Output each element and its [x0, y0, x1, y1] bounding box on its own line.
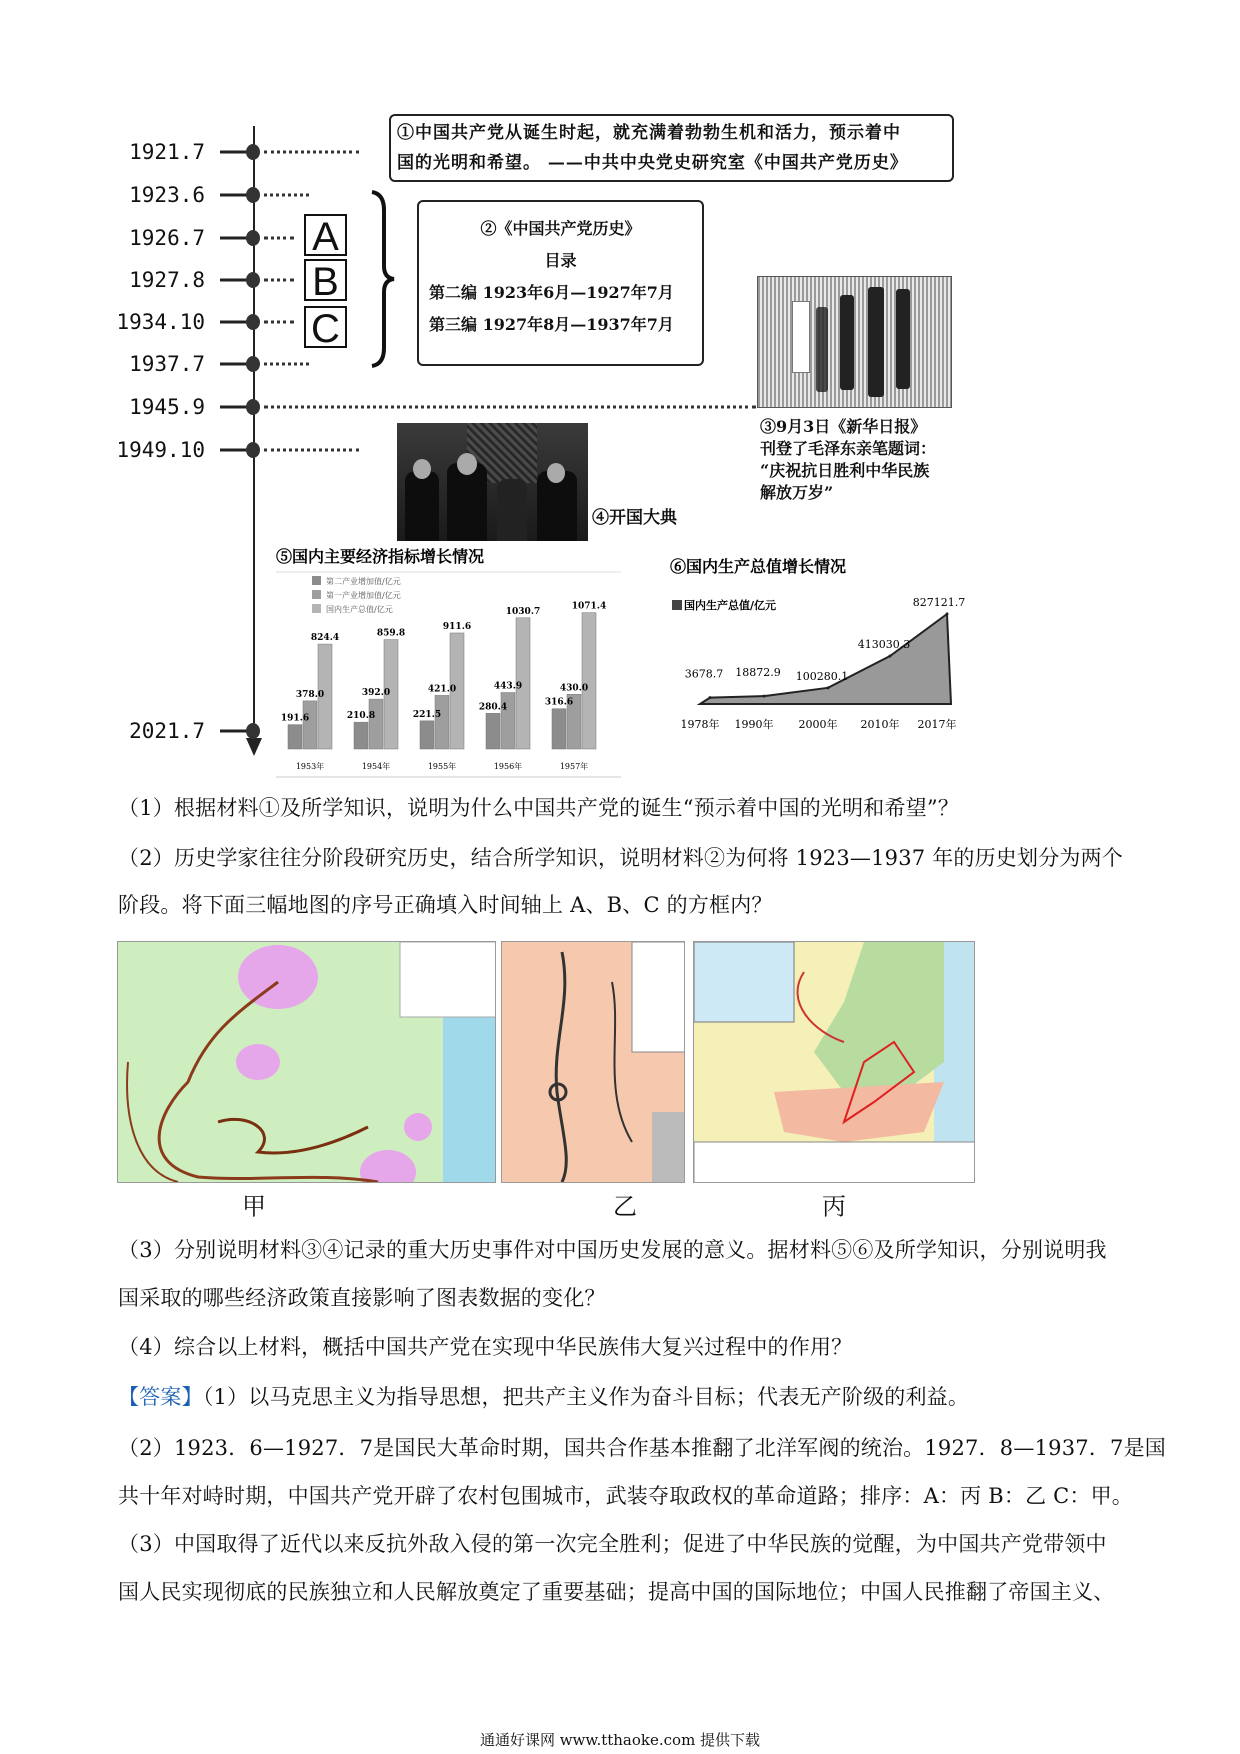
answer-1: [118, 1383, 1138, 1411]
timeline-node-icon: [246, 399, 260, 415]
bar-value-label: 859.8: [376, 628, 406, 639]
founding-ceremony-photo: [397, 423, 588, 541]
newspaper-image: [757, 276, 952, 408]
bar: [369, 699, 383, 749]
bar: [303, 701, 317, 749]
footer-source: 通通好课网 www.tthaoke.com 提供下载: [479, 1731, 761, 1749]
question-2-line2: 阶段。将下面三幅地图的序号正确填入时间轴上 A、B、C 的方框内？: [118, 893, 773, 917]
x-tick-label: 1954年: [361, 762, 391, 771]
bar-value-label: 378.0: [295, 689, 325, 700]
legend-label: 国内生产总值/亿元: [684, 599, 777, 612]
gdp-growth-chart: [670, 552, 985, 744]
timeline-node-icon: [246, 230, 260, 246]
data-point: [889, 655, 892, 658]
timeline-date: 1949.10: [116, 438, 205, 462]
timeline-date: 1927.8: [129, 268, 205, 292]
timeline-date: 1934.10: [116, 310, 205, 334]
question-4: （4）综合以上材料，概括中国共产党在实现中华民族伟大复兴过程中的作用？: [118, 1335, 853, 1359]
answer-box-b: B: [304, 259, 347, 301]
answer-1-text: （1）以马克思主义为指导思想，把共产主义作为奋斗目标；代表无产阶级的利益。: [202, 1385, 970, 1409]
timeline-node-icon: [246, 723, 260, 739]
bar-value-label: 1071.4: [571, 601, 607, 612]
bar-value-label: 191.6: [280, 713, 310, 724]
timeline-date: 1926.7: [129, 226, 205, 250]
answer-3-line2: 国人民实现彻底的民族独立和人民解放奠定了重要基础；提高中国的国际地位；中国人民推翻了帝国主义、: [118, 1580, 1115, 1604]
x-tick-label: 1957年: [559, 762, 589, 771]
timeline-date: 1921.7: [129, 140, 205, 164]
legend-swatch: [672, 600, 682, 610]
data-point: [946, 613, 949, 616]
timeline-dotted-leader: [264, 151, 359, 154]
question-2-line1: （2）历史学家往往分阶段研究历史，结合所学知识，说明材料②为何将 1923—1937 年的历史划分为两个: [118, 846, 1123, 870]
timeline-dotted-leader: [264, 321, 294, 324]
data-label: 100280.1: [795, 669, 849, 683]
bar-value-label: 280.4: [478, 702, 508, 713]
material-2-subtitle: 目录: [544, 251, 577, 270]
material-3-caption: [760, 416, 980, 504]
x-tick-label: 2010年: [860, 718, 900, 731]
data-label: 18872.9: [735, 666, 781, 680]
material-3-line4: 解放万岁”: [760, 483, 834, 502]
legend-label: 第二产业增加值/亿元: [326, 577, 401, 586]
legend-label: 第一产业增加值/亿元: [326, 591, 401, 600]
bar: [552, 709, 566, 749]
bar: [288, 725, 302, 749]
bar-value-label: 911.6: [442, 621, 472, 632]
legend-swatch: [312, 576, 321, 585]
data-point: [763, 695, 766, 698]
timeline-node-icon: [246, 356, 260, 372]
bar-value-label: 316.6: [544, 697, 574, 708]
answer-3-line1: （3）中国取得了近代以来反抗外敌入侵的第一次完全胜利；促进了中华民族的觉醒，为中国共产党带领中: [118, 1532, 1107, 1556]
answer-box-c: C: [304, 306, 347, 348]
material-2-box: [417, 200, 704, 366]
bar-value-label: 1030.7: [505, 606, 541, 617]
area-series: [700, 614, 951, 704]
x-tick-label: 2017年: [917, 718, 957, 731]
question-3-line1: （3）分别说明材料③④记录的重大历史事件对中国历史发展的意义。据材料⑤⑥及所学知识，分别说明我: [118, 1238, 1107, 1262]
answer-2-line1: （2）1923．6—1927．7是国民大革命时期，国共合作基本推翻了北洋军阀的统治。1927．8—1937．7是国: [118, 1436, 1166, 1460]
map-label-bing: 丙: [822, 1192, 846, 1221]
data-label: 413030.3: [857, 638, 911, 652]
map-jia: [117, 941, 496, 1183]
brace-icon: [368, 190, 398, 368]
bar: [501, 693, 515, 749]
answer-box-a: A: [304, 214, 347, 256]
timeline-dotted-leader: [264, 237, 294, 240]
answer-2-line2: 共十年对峙时期，中国共产党开辟了农村包围城市，武装夺取政权的革命道路；排序：A：丙 B：乙 C：甲。: [118, 1484, 1134, 1508]
economic-indicators-chart: [276, 544, 626, 780]
question-1: （1）根据材料①及所学知识，说明为什么中国共产党的诞生“预示着中国的光明和希望”？: [118, 796, 960, 820]
material-2-line1: 第二编 1923年6月—1927年7月: [429, 283, 674, 302]
answer-tag: 【答案】: [118, 1385, 203, 1409]
material-3-line3: “庆祝抗日胜利中华民族: [760, 461, 930, 480]
material-2-title: ②《中国共产党历史》: [480, 219, 641, 238]
material-1-box: [389, 114, 954, 182]
data-point: [709, 696, 712, 699]
legend-swatch: [312, 604, 321, 613]
timeline-node-icon: [246, 144, 260, 160]
bar: [354, 722, 368, 749]
timeline-dotted-leader: [264, 449, 359, 452]
chart-title: ⑤国内主要经济指标增长情况: [276, 547, 485, 566]
x-tick-label: 1978年: [680, 718, 720, 731]
timeline-dotted-leader: [264, 279, 294, 282]
question-3-line2: 国采取的哪些经济政策直接影响了图表数据的变化？: [118, 1286, 606, 1310]
timeline-date: 2021.7: [129, 719, 205, 743]
bar: [486, 713, 500, 749]
bar-value-label: 221.5: [412, 709, 442, 720]
x-tick-label: 1955年: [427, 762, 457, 771]
material-1-line2: 国的光明和希望。 ——中共中央党史研究室《中国共产党历史》: [397, 153, 908, 173]
timeline-arrow-icon: [246, 738, 262, 756]
timeline-node-icon: [246, 314, 260, 330]
map-yi: [501, 941, 685, 1183]
bar-value-label: 443.9: [493, 681, 523, 692]
bar: [582, 613, 596, 749]
timeline-node-icon: [246, 272, 260, 288]
timeline-date: 1923.6: [129, 183, 205, 207]
material-3-line2: 刊登了毛泽东亲笔题词：: [760, 439, 937, 458]
legend-label: 国内生产总值/亿元: [326, 605, 393, 614]
timeline-dotted-leader: [264, 194, 309, 197]
material-2-line2: 第三编 1927年8月—1937年7月: [429, 315, 674, 334]
bar: [420, 721, 434, 749]
bar-value-label: 421.0: [427, 684, 457, 695]
timeline-dotted-leader: [264, 406, 756, 409]
bar-value-label: 210.8: [346, 711, 376, 722]
material-3-line1: ③9月3日《新华日报》: [760, 417, 927, 436]
x-tick-label: 1953年: [295, 762, 325, 771]
x-tick-label: 2000年: [798, 718, 838, 731]
timeline-node-icon: [246, 187, 260, 203]
data-label: 827121.7: [912, 596, 966, 609]
bar: [435, 695, 449, 749]
timeline-axis: [253, 126, 255, 746]
timeline-date: 1945.9: [129, 395, 205, 419]
material-4-caption: ④开国大典: [592, 508, 677, 528]
data-label: 3678.7: [684, 667, 724, 681]
x-tick-label: 1990年: [734, 718, 774, 731]
timeline-node-icon: [246, 442, 260, 458]
bar-value-label: 392.0: [361, 688, 391, 699]
timeline-dotted-leader: [264, 363, 309, 366]
timeline-date: 1937.7: [129, 352, 205, 376]
x-tick-label: 1956年: [493, 762, 523, 771]
material-1-line1: ①中国共产党从诞生时起，就充满着勃勃生机和活力，预示着中: [397, 123, 901, 143]
map-bing: [693, 941, 975, 1183]
bar-value-label: 430.0: [559, 683, 589, 694]
legend-swatch: [312, 590, 321, 599]
bar-value-label: 824.4: [310, 633, 340, 644]
map-label-yi: 乙: [613, 1192, 637, 1221]
data-point: [827, 686, 830, 689]
map-label-jia: 甲: [242, 1192, 266, 1221]
chart-title: ⑥国内生产总值增长情况: [670, 557, 847, 576]
